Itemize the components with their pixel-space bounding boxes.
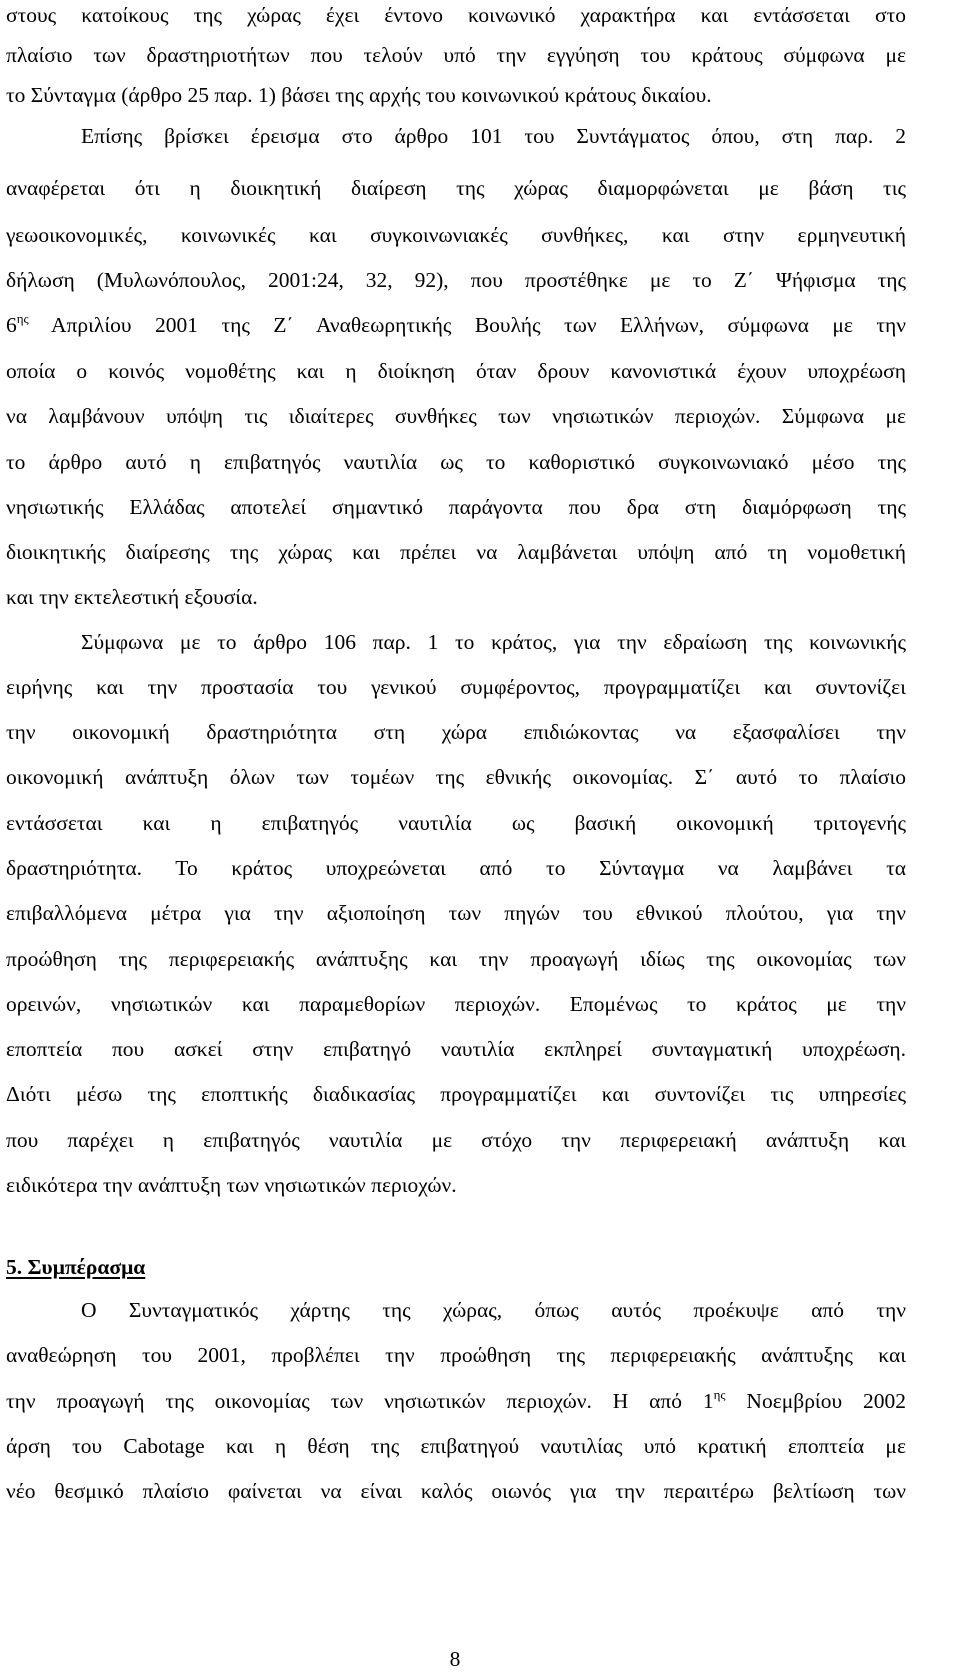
paragraph-line: νέο θεσμικό πλαίσιο φαίνεται να είναι καλός οιωνός για την περαιτέρω βελτίωση των (6, 1479, 906, 1503)
page-number: 8 (449, 1647, 461, 1671)
ordinal-number: 6 (6, 313, 17, 337)
paragraph-line: την οικονομική δραστηριότητα στη χώρα επιδιώκοντας να εξασφαλίσει την (6, 720, 906, 744)
line-text: Νοεμβρίου 2002 (725, 1389, 906, 1413)
paragraph-line: επιβαλλόμενα μέτρα για την αξιοποίηση των πηγών του εθνικού πλούτου, για την (6, 901, 906, 925)
paragraph-line: αναφέρεται ότι η διοικητική διαίρεση της χώρας διαμορφώνεται με βάση τις (6, 176, 906, 200)
paragraph-line: εντάσσεται και η επιβατηγός ναυτιλία ως βασική οικονομική τριτογενής (6, 811, 906, 835)
paragraph-line: πλαίσιο των δραστηριοτήτων που τελούν υπό την εγγύηση του κράτους σύμφωνα με (6, 43, 906, 67)
paragraph-line: εποπτεία που ασκεί στην επιβατηγό ναυτιλία εκπληρεί συνταγματική υποχρέωση. (6, 1037, 906, 1061)
paragraph-line: άρση του Cabotage και η θέση της επιβατηγού ναυτιλίας υπό κρατική εποπτεία με (6, 1434, 906, 1458)
paragraph-line: στους κατοίκους της χώρας έχει έντονο κοινωνικό χαρακτήρα και εντάσσεται στο (6, 3, 906, 27)
paragraph-line: δραστηριότητα. Το κράτος υποχρεώνεται από το Σύνταγμα να λαμβάνει τα (6, 856, 906, 880)
paragraph-line: και την εκτελεστική εξουσία. (6, 585, 258, 609)
paragraph-line: ειδικότερα την ανάπτυξη των νησιωτικών περιοχών. (6, 1173, 457, 1197)
ordinal-superscript: ης (16, 311, 29, 326)
paragraph-line: διοικητικής διαίρεσης της χώρας και πρέπει να λαμβάνεται υπόψη από τη νομοθετική (6, 540, 906, 564)
paragraph-line: ειρήνης και την προστασία του γενικού συμφέροντος, προγραμματίζει και συντονίζει (6, 675, 906, 699)
paragraph-line: προώθηση της περιφερειακής ανάπτυξης και την προαγωγή ιδίως της οικονομίας των (6, 947, 906, 971)
paragraph-line: δήλωση (Μυλωνόπουλος, 2001:24, 32, 92), που προστέθηκε με το Ζ΄ Ψήφισμα της (6, 268, 906, 292)
paragraph-line: Σύμφωνα με το άρθρο 106 παρ. 1 το κράτος, για την εδραίωση της κοινωνικής (81, 630, 906, 654)
paragraph-line: οποία ο κοινός νομοθέτης και η διοίκηση όταν δρουν κανονιστικά έχουν υποχρέωση (6, 359, 906, 383)
paragraph-line (6, 1386, 906, 1416)
paragraph-line (6, 310, 906, 340)
ordinal-superscript: ης (713, 1387, 726, 1402)
paragraph-line: το Σύνταγμα (άρθρο 25 παρ. 1) βάσει της αρχής του κοινωνικού κράτους δικαίου. (6, 83, 712, 107)
paragraph-line: οικονομική ανάπτυξη όλων των τομέων της εθνικής οικονομίας. Σ΄ αυτό το πλαίσιο (6, 765, 906, 789)
paragraph-line: το άρθρο αυτό η επιβατηγός ναυτιλία ως το καθοριστικό συγκοινωνιακό μέσο της (6, 450, 906, 474)
paragraph-line: αναθεώρηση του 2001, προβλέπει την προώθηση της περιφερειακής ανάπτυξης και (6, 1343, 906, 1367)
line-text: Απριλίου 2001 της Ζ΄ Αναθεωρητικής Βουλής των Ελλήνων, σύμφωνα με την (28, 313, 906, 337)
line-text: την προαγωγή της οικονομίας των νησιωτικών περιοχών. Η από 1 (6, 1389, 714, 1413)
paragraph-line: Διότι μέσω της εποπτικής διαδικασίας προγραμματίζει και συντονίζει τις υπηρεσίες (6, 1082, 906, 1106)
section-heading: 5. Συμπέρασμα (6, 1255, 146, 1279)
paragraph-line: που παρέχει η επιβατηγός ναυτιλία με στόχο την περιφερειακή ανάπτυξη και (6, 1128, 906, 1152)
paragraph-line: Ο Συνταγματικός χάρτης της χώρας, όπως αυτός προέκυψε από την (81, 1298, 906, 1322)
paragraph-line: ορεινών, νησιωτικών και παραμεθορίων περιοχών. Επομένως το κράτος με την (6, 992, 906, 1016)
paragraph-line: γεωοικονομικές, κοινωνικές και συγκοινωνιακές συνθήκες, και στην ερμηνευτική (6, 223, 906, 247)
paragraph-line: νησιωτικής Ελλάδας αποτελεί σημαντικό παράγοντα που δρα στη διαμόρφωση της (6, 495, 906, 519)
paragraph-line: Επίσης βρίσκει έρεισμα στο άρθρο 101 του Συντάγματος όπου, στη παρ. 2 (81, 124, 906, 148)
paragraph-line: να λαμβάνουν υπόψη τις ιδιαίτερες συνθήκες των νησιωτικών περιοχών. Σύμφωνα με (6, 404, 906, 428)
